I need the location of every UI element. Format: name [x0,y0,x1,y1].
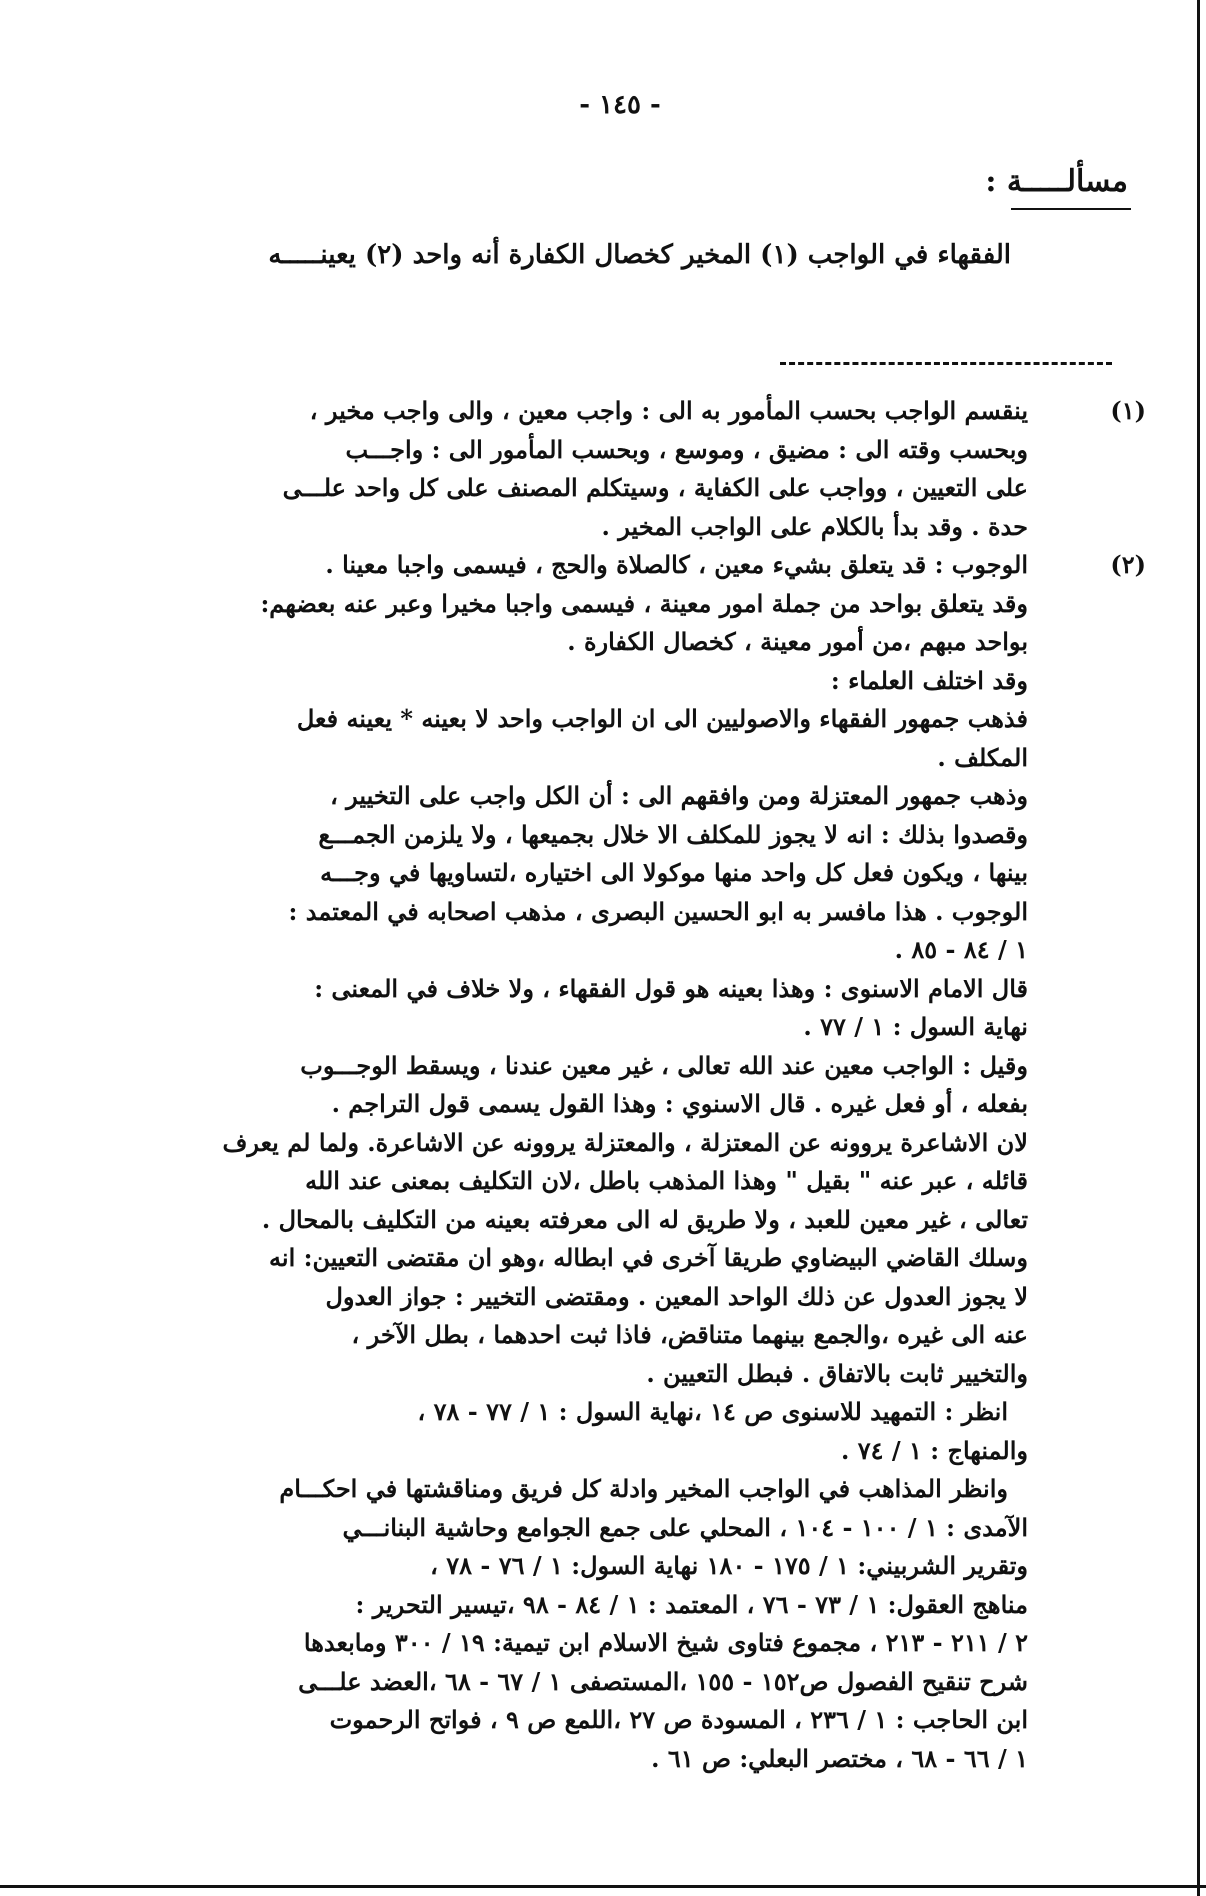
scan-edge-right [1197,0,1200,1896]
text-line: الآمدى : ١ / ١٠٠ - ١٠٤ ، المحلي على جمع الجوامع وحاشية البنانـــي [342,1512,1028,1542]
text-line: تعالى ، غير معين للعبد ، ولا طريق له الى معرفته بعينه من التكليف بالمحال . [261,1204,1028,1234]
intro-line: الفقهاء في الواجب (١) المخير كخصال الكفارة أنه واحد (٢) يعينـــــه [268,240,1011,270]
footnote-1 [148,392,1146,546]
text-line: قال الامام الاسنوى : وهذا بعينه هو قول الفقهاء ، ولا خلاف في المعنى : [314,973,1028,1003]
footnote-marker: (٢) [1110,550,1146,579]
text-line: بينها ، ويكون فعل كل واحد منها موكولا الى اختياره ،لتساويها في وجـــه [320,858,1028,887]
text-line: الوجوب . هذا مافسر به ابو الحسين البصرى ، مذهب اصحابه في المعتمد : [288,896,1028,926]
text-line: انظر : التمهيد للاسنوى ص ١٤ ،نهاية السول : ١ / ٧٧ - ٧٨ ، [417,1397,1008,1426]
text-line: عنه الى غيره ،والجمع بينهما متناقض، فاذا ثبت احدهما ، بطل الآخر ، [351,1320,1028,1349]
text-line: والمنهاج : ١ / ٧٤ . [841,1435,1028,1465]
text-line: وقصدوا بذلك : انه لا يجوز للمكلف الا خلال بجميعها ، ولا يلزمن الجمـــع [318,819,1028,849]
text-line: ١ / ٦٦ - ٦٨ ، مختصر البعلي: ص ٦١ . [651,1743,1028,1773]
footnote-separator [780,362,1112,365]
text-line: والتخيير ثابت بالاتفاق . فبطل التعيين . [646,1358,1028,1388]
text-line: فذهب جمهور الفقهاء والاصوليين الى ان الواجب واحد لا بعينه * يعينه فعل [296,704,1028,733]
text-line: وقد يتعلق بواحد من جملة امور معينة ، فيسمى واجبا مخيرا وعبر عنه بعضهم: [260,588,1028,618]
text-line: لان الاشاعرة يروونه عن المعتزلة ، والمعتزلة يروونه عن الاشاعرة. ولما لم يعرف [222,1127,1028,1157]
text-line: وقيل : الواجب معين عند الله تعالى ، غير معين عندنا ، ويسقط الوجـــوب [300,1050,1028,1080]
text-line: نهاية السول : ١ / ٧٧ . [803,1012,1028,1041]
text-line: ١ / ٨٤ - ٨٥ . [894,935,1028,964]
footnotes [148,392,1146,1778]
text-line: ينقسم الواجب بحسب المأمور به الى : واجب معين ، والى واجب مخير ، [309,396,1028,425]
text-line: ابن الحاجب : ١ / ٢٣٦ ، المسودة ص ٢٧ ،اللمع ص ٩ ، فواتح الرحموت [329,1705,1028,1734]
text-line: المكلف . [937,742,1028,772]
footnote-2 [148,546,1146,1778]
text-line: الوجوب : قد يتعلق بشيء معين ، كالصلاة والحج ، فيسمى واجبا معينا . [325,550,1028,579]
text-line: وسلك القاضي البيضاوي طريقا آخرى في ابطاله ،وهو ان مقتضى التعيين: انه [269,1243,1028,1272]
text-line: شرح تنقيح الفصول ص١٥٢ - ١٥٥ ،المستصفى ١ / ٦٧ - ٦٨ ،العضد علـــى [298,1666,1028,1696]
section-heading: مسألـــــة : [985,164,1128,199]
text-line: وبحسب وقته الى : مضيق ، وموسع ، وبحسب المأمور الى : واجـــب [345,434,1028,464]
text-line: بواحد مبهم ،من أمور معينة ، كخصال الكفارة . [567,627,1028,656]
heading-underline [1011,208,1131,210]
text-line: بفعله ، أو فعل غيره . قال الاسنوي : وهذا القول يسمى قول التراجم . [331,1089,1028,1118]
text-line: قائله ، عبر عنه " بقيل " وهذا المذهب باطل ،لان التكليف بمعنى عند الله [305,1166,1028,1195]
scan-edge-bottom [0,1885,1206,1888]
text-line: وتقرير الشربيني: ١ / ١٧٥ - ١٨٠ نهاية السول: ١ / ٧٦ - ٧٨ ، [430,1551,1028,1580]
text-line: لا يجوز العدول عن ذلك الواحد المعين . ومقتضى التخيير : جواز العدول [325,1281,1028,1311]
text-line: وانظر المذاهب في الواجب المخير وادلة كل فريق ومناقشتها في احكـــام [279,1474,1008,1503]
text-line: وقد اختلف العلماء : [830,665,1028,695]
text-line: حدة . وقد بدأ بالكلام على الواجب المخير . [601,511,1028,541]
text-line: على التعيين ، وواجب على الكفاية ، وسيتكلم المصنف على كل واحد علـــى [282,473,1028,502]
text-line: وذهب جمهور المعتزلة ومن وافقهم الى : أن الكل واجب على التخيير ، [330,781,1028,810]
text-line: مناهج العقول: ١ / ٧٣ - ٧٦ ، المعتمد : ١ / ٨٤ - ٩٨ ،تيسير التحرير : [355,1589,1028,1619]
footnote-marker: (١) [1110,396,1146,425]
page-number: - ١٤٥ - [579,90,661,120]
text-line: ٢ / ٢١١ - ٢١٣ ، مجموع فتاوى شيخ الاسلام ابن تيمية: ١٩ / ٣٠٠ ومابعدها [303,1628,1028,1657]
